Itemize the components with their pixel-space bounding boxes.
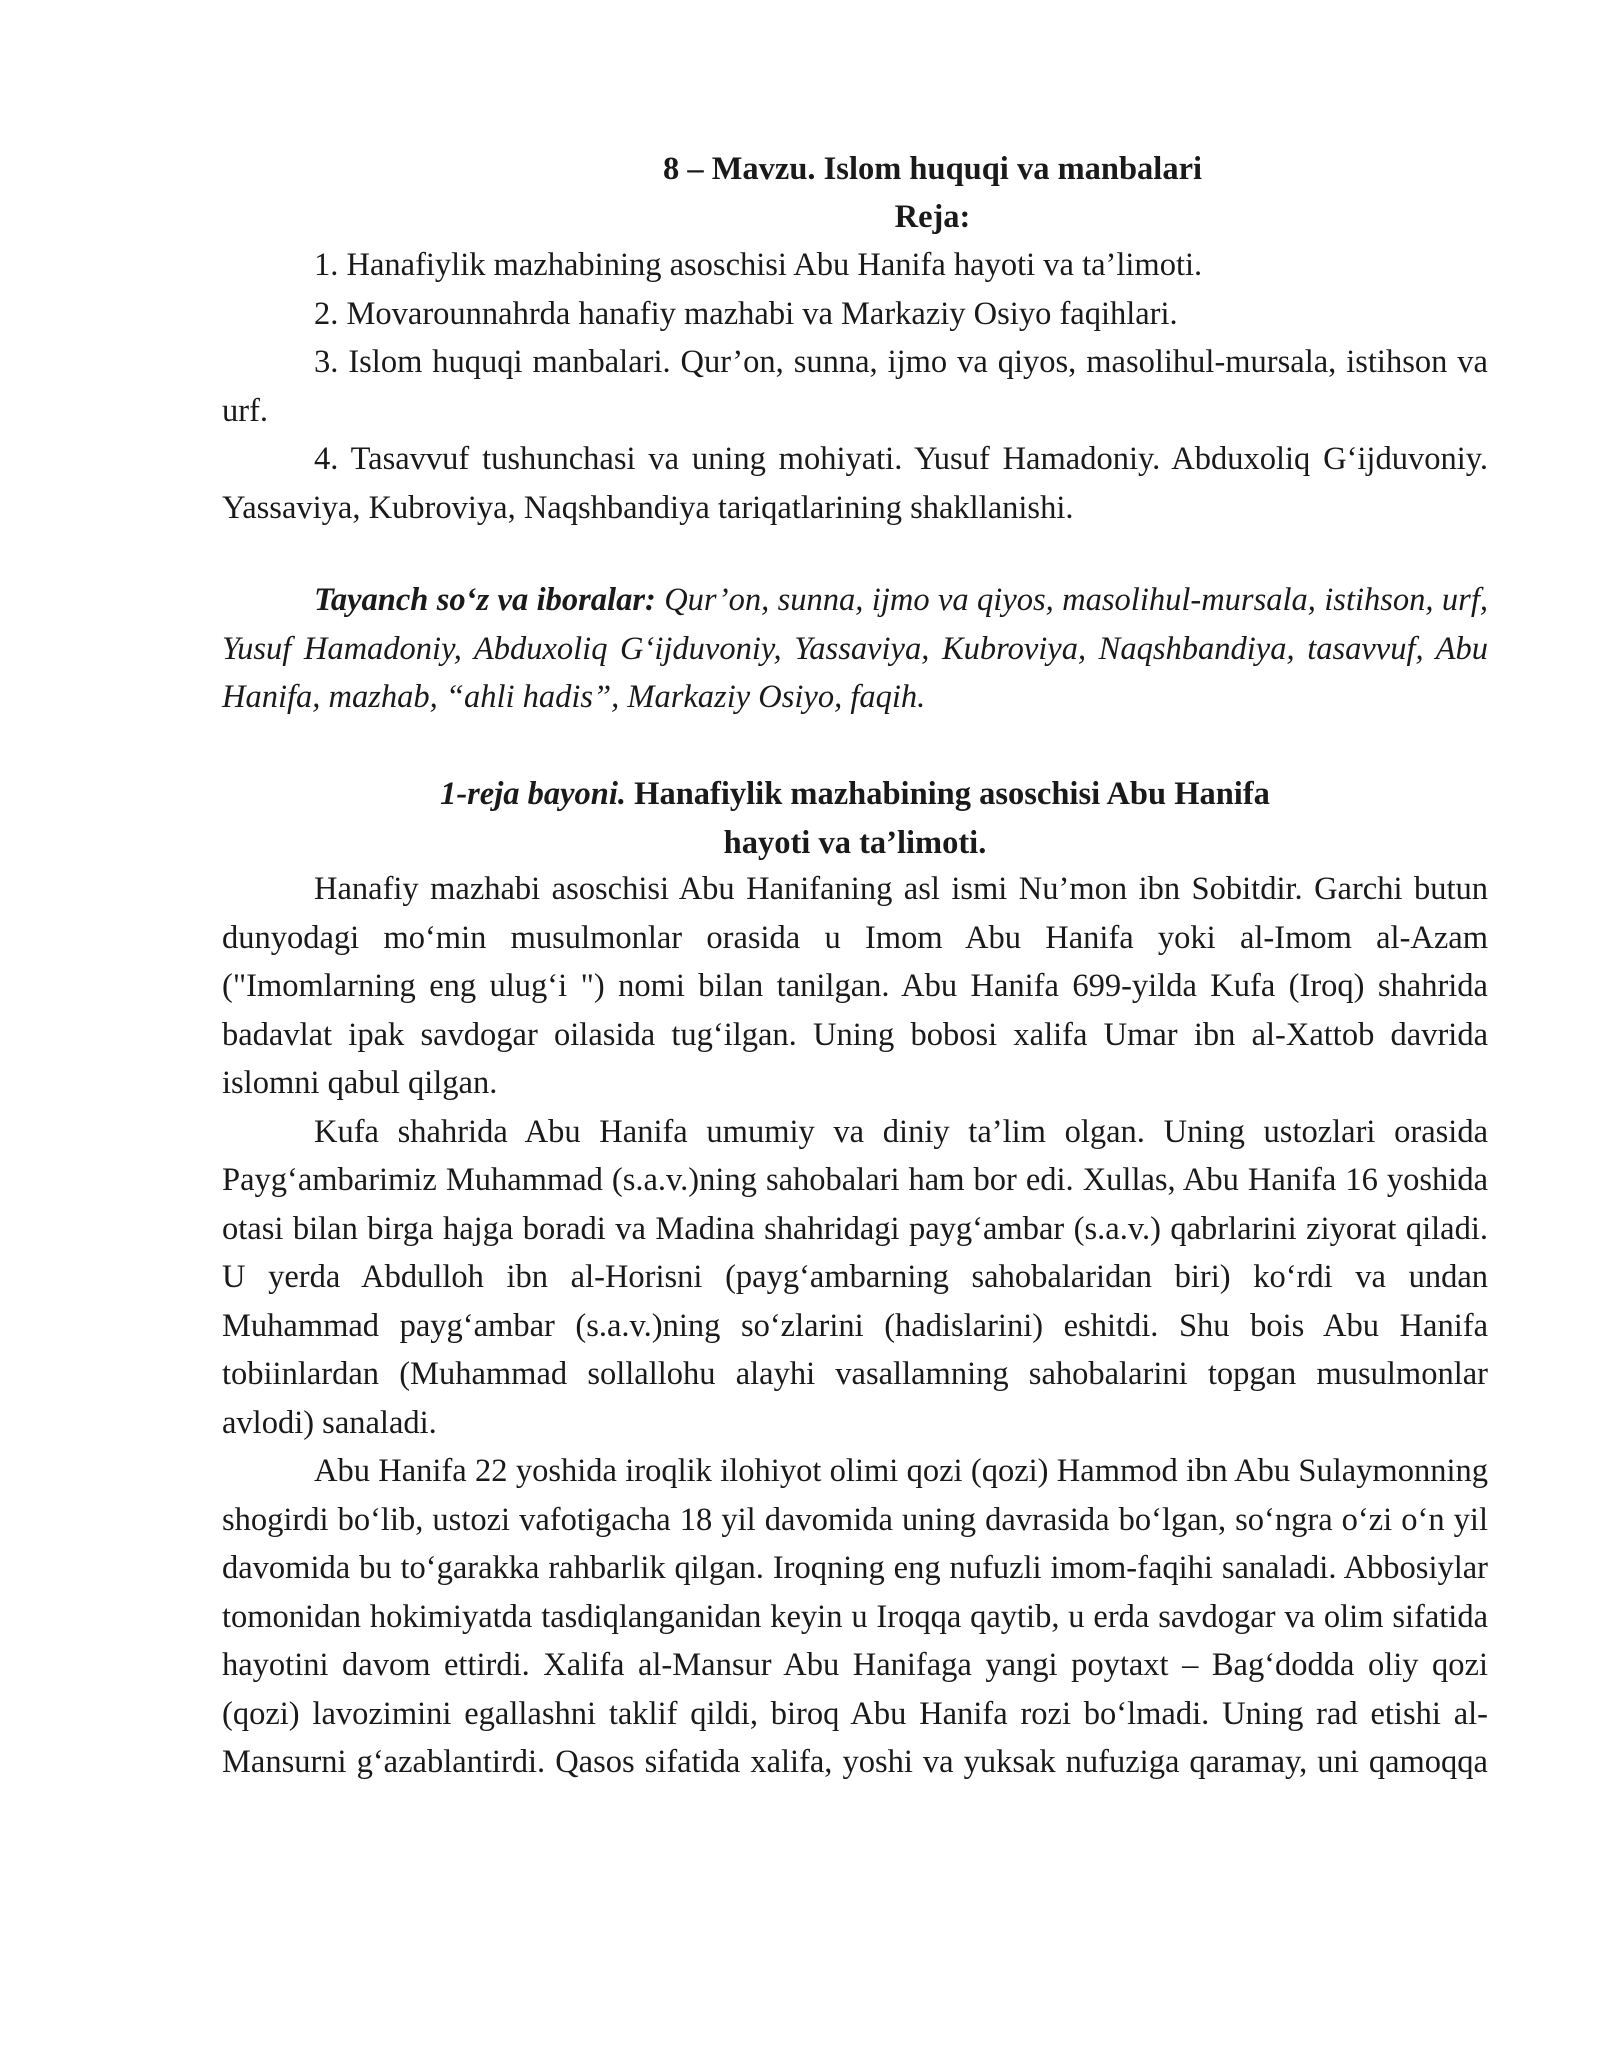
paragraph-2: Kufa shahrida Abu Hanifa umumiy va diniy ta’lim olgan. Uning ustozlari orasida Payg‘ambarimiz Muhammad (s.a.v.)ning sahobalari ham bor edi. Xullas, Abu Hanifa 16 yoshida otasi bilan birga hajga boradi va Madina shahridagi payg‘ambar (s.a.v.) qabrlarini ziyorat qiladi. U yerda Abdulloh ibn al-Horisni (payg‘ambarning sahobalaridan biri) ko‘rdi va undan Muhammad payg‘ambar (s.a.v.)ning so‘zlarini (hadislarini) eshitdi. Shu bois Abu Hanifa tobiinlardan (Muhammad sollallohu alayhi vasallamning sahobalarini topgan musulmonlar avlodi) sanaladi. bbox=[222, 1113, 1488, 1441]
plan-heading: Reja: bbox=[894, 199, 971, 235]
keywords-block bbox=[222, 576, 1488, 722]
section-heading-line-1 bbox=[222, 770, 1488, 819]
paragraph-3: Abu Hanifa 22 yoshida iroqlik ilohiyot olimi qozi (qozi) Hammod ibn Abu Sulaymonning shogirdi bo‘lib, ustozi vafotigacha 18 yil davomida uning davrasida bo‘lgan, so‘ngra o‘zi o‘n yil davomida bu to‘garakka rahbarlik qilgan. Iroqning eng nufuzli imom-faqihi sanaladi. Abbosiylar tomonidan hokimiyatda tasdiqlanganidan keyin u Iroqqa qaytib, u erda savdogar va olim sifatida hayotini davom ettirdi. Xalifa al-Mansur Abu Hanifaga yangi poytaxt – Bag‘dodda oliy qozi (qozi) lavozimini egallashni taklif qildi, biroq Abu Hanifa rozi bo‘lmadi. Uning rad etishi al-Mansurni g‘azablantirdi. Qasos sifatida xalifa, yoshi va yuksak nufuziga qaramay, uni qamoqqa bbox=[222, 1453, 1488, 1780]
keywords-label: Tayanch so‘z va iboralar: bbox=[314, 582, 656, 618]
section-title-line-2: hayoti va ta’limoti. bbox=[723, 824, 987, 861]
paragraph-1: Hanafiy mazhabi asoschisi Abu Hanifaning asl ismi Nu’mon ibn Sobitdir. Garchi butun dunyodagi mo‘min musulmonlar orasida u Imom Abu Hanifa yoki al-Imom al-Azam ("Imomlarning eng ulug‘i ") nomi bilan tanilgan. Abu Hanifa 699-yilda Kufa (Iroq) shahrida badavlat ipak savdogar oilasida tug‘ilgan. Uning bobosi xalifa Umar ibn al-Xattob davrida islomni qabul qilgan. bbox=[222, 871, 1488, 1101]
page-title: 8 – Mavzu. Islom huquqi va manbalari bbox=[662, 151, 1203, 187]
keywords-paragraph bbox=[222, 576, 1488, 722]
plan-item-1: 1. Hanafiylik mazhabining asoschisi Abu Hanifa hayoti va ta’limoti. bbox=[314, 247, 1203, 283]
keywords-text: Qur’on, sunna, ijmo va qiyos, masolihul-mursala, istihson, urf, Yusuf Hamadoniy, Abduxoliq G‘ijduvoniy, Yassaviya, Kubroviya, Naqshbandiya, tasavvuf, Abu Hanifa, mazhab, “ahli hadis”, Markaziy Osiyo, faqih. bbox=[222, 582, 1488, 715]
plan-item-2: 2. Movarounnahrda hanafiy mazhabi va Markaziy Osiyo faqihlari. bbox=[314, 295, 1178, 332]
plan-item-4: 4. Tasavvuf tushunchasi va uning mohiyati. Yusuf Hamadoniy. Abduxoliq G‘ijduvoniy. Yassaviya, Kubroviya, Naqshbandiya tariqatlarining shakllanishi. bbox=[222, 441, 1488, 526]
plan-item-3: 3. Islom huquqi manbalari. Qur’on, sunna, ijmo va qiyos, masolihul-mursala, istihson va urf. bbox=[222, 344, 1488, 429]
plan-list bbox=[222, 241, 1488, 532]
section-title-line-1: Hanafiylik mazhabining asoschisi Abu Hanifa bbox=[626, 776, 1270, 812]
section-heading bbox=[222, 770, 1488, 867]
section-label: 1-reja bayoni. bbox=[440, 776, 627, 812]
body-text bbox=[222, 865, 1488, 1787]
